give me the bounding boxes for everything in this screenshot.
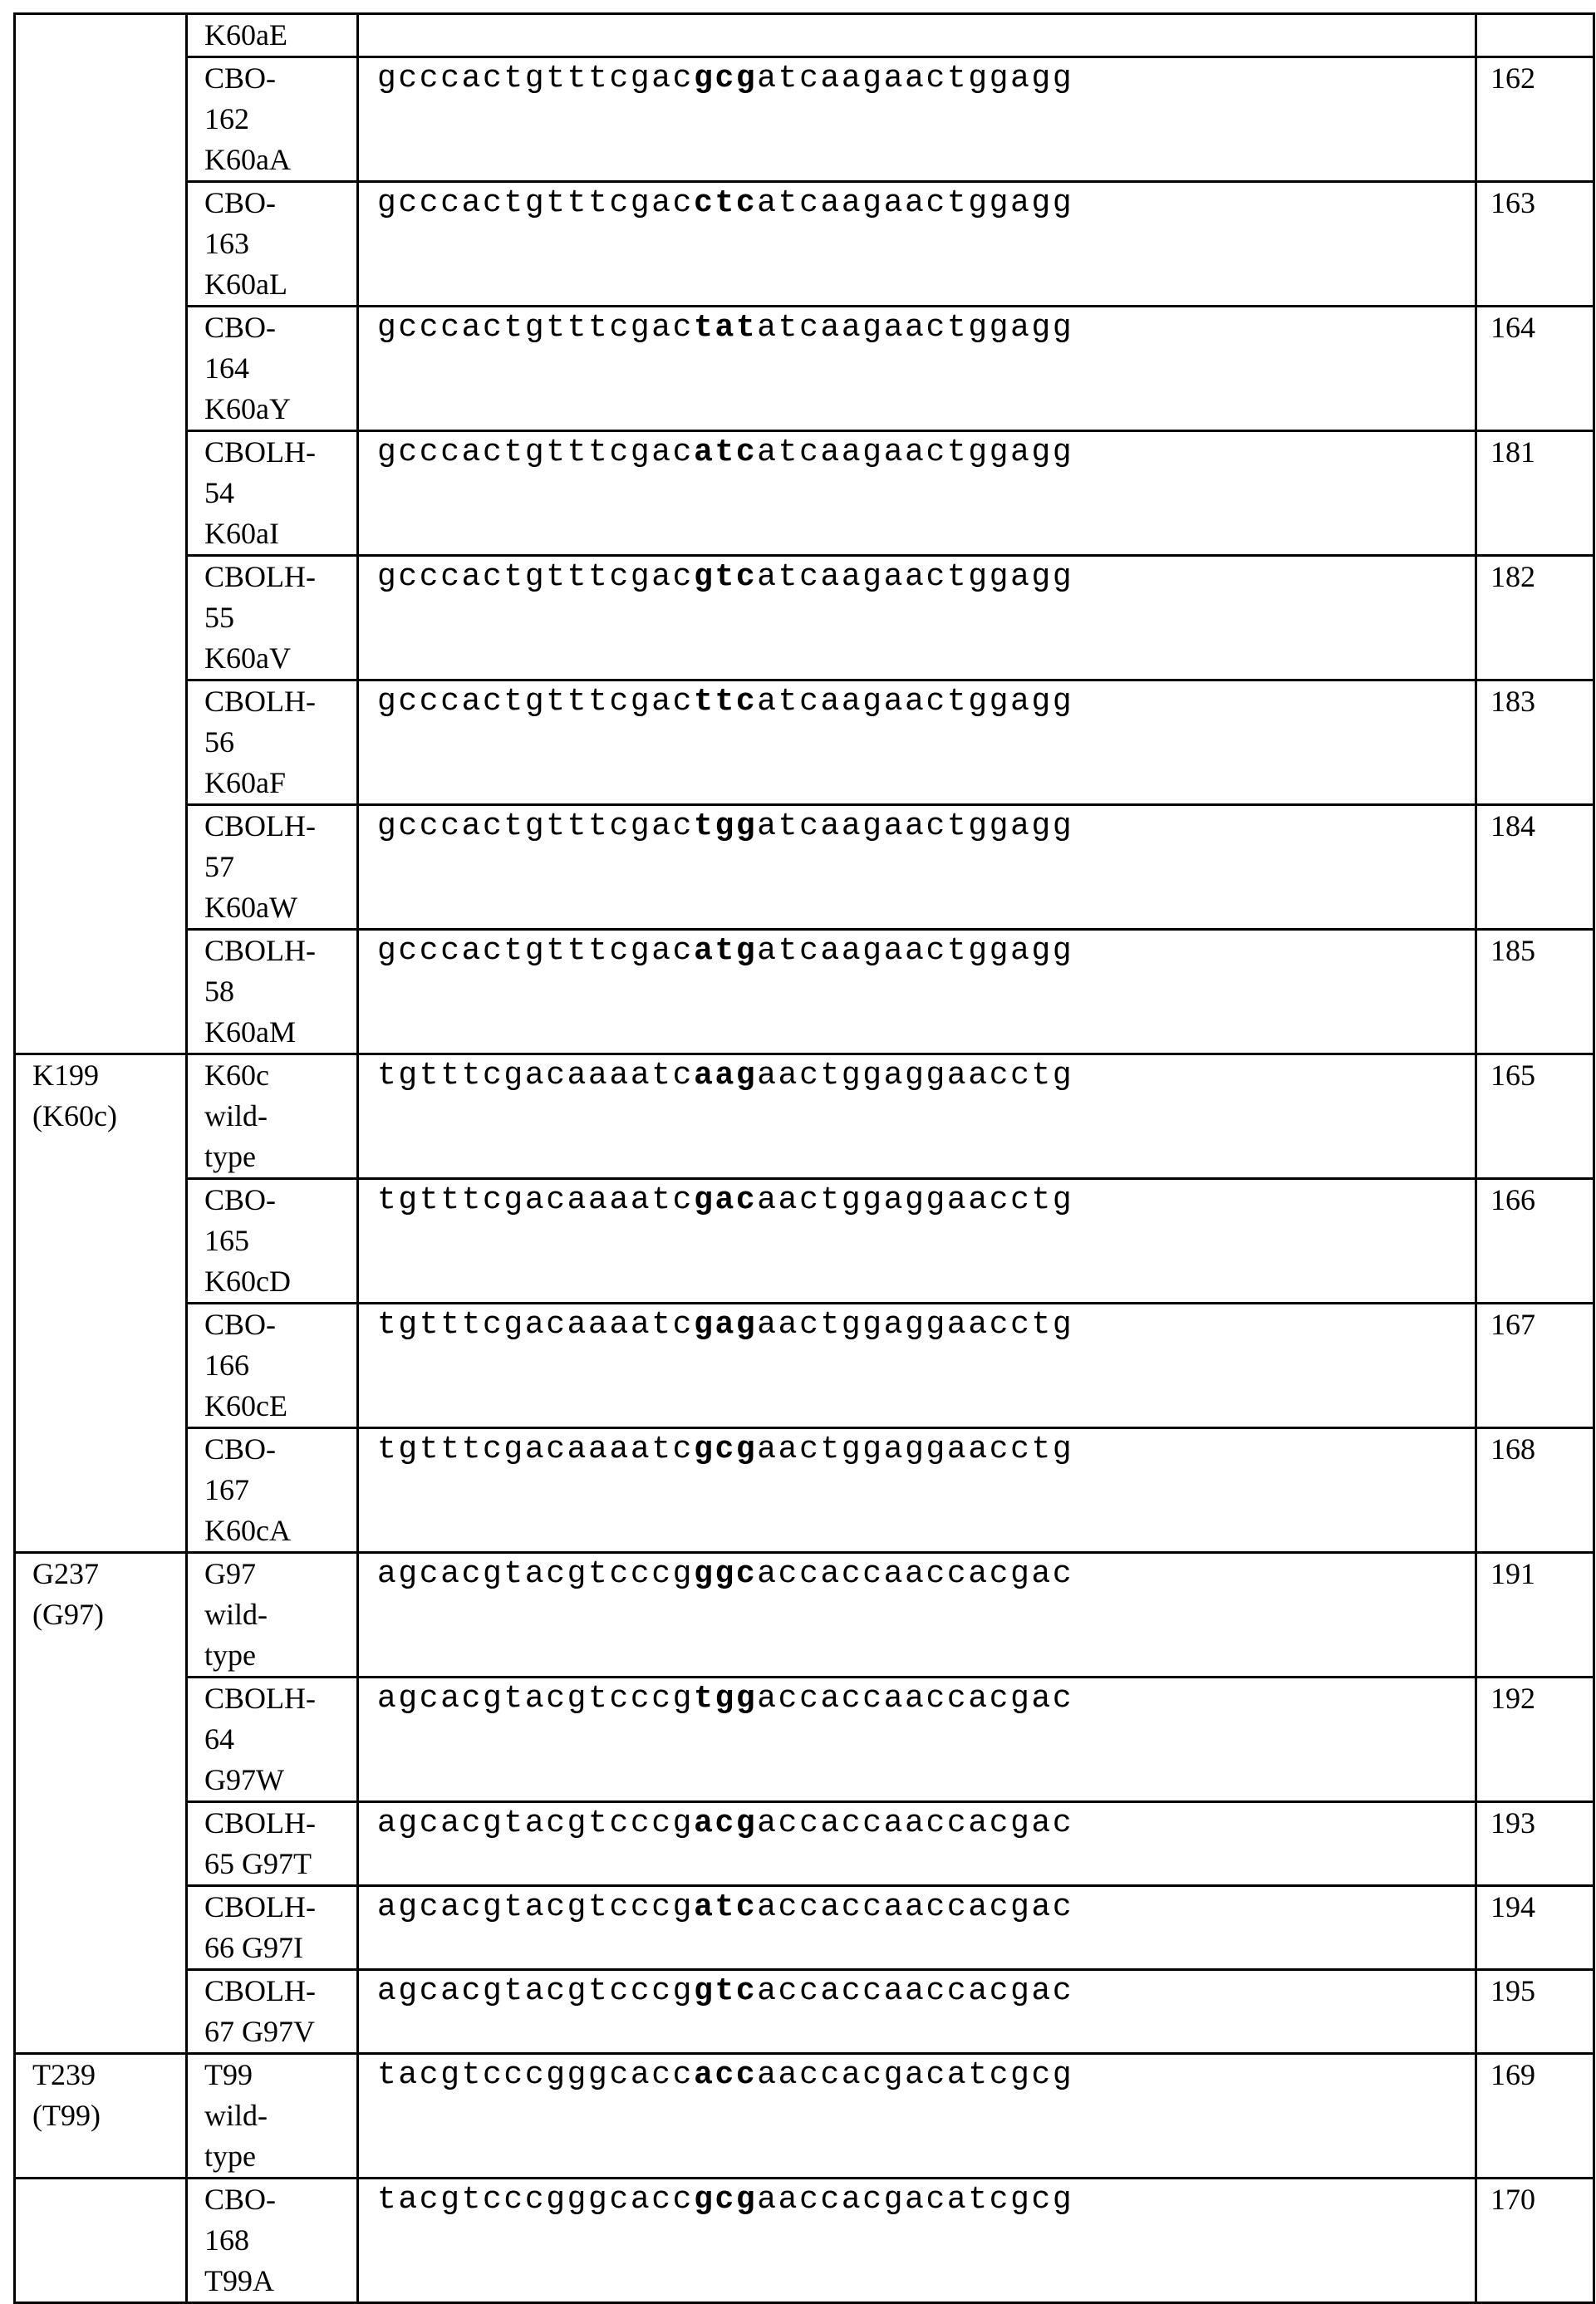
sequence-suffix: accaccaaccacgac <box>757 1681 1073 1717</box>
table-row <box>15 1553 1594 1678</box>
sequence-prefix: gcccactgtttcgac <box>377 808 694 844</box>
sequence-prefix: agcacgtacgtcccg <box>377 1973 694 2009</box>
seq-id-number: 183 <box>1490 685 1535 718</box>
residue-group-cell <box>15 1802 187 1886</box>
mutated-codon: acc <box>694 2057 757 2093</box>
seq-id-cell <box>1476 431 1594 556</box>
table-row <box>15 1179 1594 1304</box>
primer-label-line: CBOLH- <box>204 1678 356 1719</box>
table-row <box>15 1802 1594 1886</box>
sequence-suffix: aactggaggaacctg <box>757 1058 1073 1093</box>
primer-label-line: 65 G97T <box>204 1844 356 1884</box>
residue-label-line: T239 <box>32 2055 185 2095</box>
primer-label-cell <box>187 805 358 930</box>
seq-id-cell <box>1476 2179 1594 2303</box>
primer-label-line: 58 <box>204 971 356 1012</box>
seq-id-number: 185 <box>1490 934 1535 967</box>
sequence-suffix: aaccacgacatcgcg <box>757 2057 1073 2093</box>
residue-group-cell <box>15 1428 187 1553</box>
sequence-cell <box>358 1304 1476 1428</box>
residue-label-line: G237 <box>32 1554 185 1594</box>
primer-label-line: K60aE <box>204 15 356 56</box>
sequence-cell <box>358 307 1476 431</box>
residue-group-cell <box>15 2179 187 2303</box>
seq-id-cell <box>1476 1886 1594 1970</box>
sequence-suffix: atcaagaactggagg <box>757 310 1073 346</box>
primer-label-cell <box>187 307 358 431</box>
primer-label-line: 162 <box>204 99 356 140</box>
primer-label-line: G97 <box>204 1554 356 1594</box>
primer-label-line: K60aF <box>204 763 356 803</box>
mutated-codon: gtc <box>694 1973 757 2009</box>
sequence-cell <box>358 182 1476 307</box>
primer-label-cell <box>187 556 358 680</box>
sequence-suffix: accaccaaccacgac <box>757 1973 1073 2009</box>
primer-label-line: K60cE <box>204 1386 356 1427</box>
sequence-prefix: tgtttcgacaaaatc <box>377 1307 694 1343</box>
primer-label-line: type <box>204 1635 356 1676</box>
primer-label-cell <box>187 1970 358 2054</box>
mutation-sequence-table <box>13 12 1595 2304</box>
primer-label-line: T99 <box>204 2055 356 2095</box>
sequence-prefix: gcccactgtttcgac <box>377 435 694 470</box>
primer-label-line: CBO- <box>204 183 356 224</box>
sequence-suffix: aactggaggaacctg <box>757 1307 1073 1343</box>
sequence-cell <box>358 2179 1476 2303</box>
table-row <box>15 57 1594 182</box>
primer-label-line: CBOLH- <box>204 1803 356 1844</box>
seq-id-cell <box>1476 805 1594 930</box>
primer-label-cell <box>187 1054 358 1179</box>
primer-label-line: wild- <box>204 1096 356 1137</box>
primer-label-line: G97W <box>204 1760 356 1800</box>
sequence-prefix: tgtttcgacaaaatc <box>377 1182 694 1218</box>
primer-label-line: CBOLH- <box>204 681 356 722</box>
table-row <box>15 1970 1594 2054</box>
sequence-cell <box>358 1886 1476 1970</box>
sequence-suffix: accaccaaccacgac <box>757 1805 1073 1841</box>
table-row <box>15 930 1594 1054</box>
sequence-cell <box>358 14 1476 57</box>
table-row <box>15 805 1594 930</box>
primer-label-line: CBOLH- <box>204 432 356 473</box>
mutated-codon: atg <box>694 933 757 969</box>
mutated-codon: ggc <box>694 1556 757 1592</box>
mutated-codon: tat <box>694 310 757 346</box>
primer-label-line: CBOLH- <box>204 1887 356 1928</box>
primer-label-line: K60aW <box>204 887 356 928</box>
primer-label-line: K60aI <box>204 513 356 554</box>
mutated-codon: ttc <box>694 684 757 720</box>
primer-label-line: K60aA <box>204 140 356 180</box>
residue-group-cell <box>15 1054 187 1179</box>
primer-label-line: 164 <box>204 348 356 389</box>
residue-group-cell <box>15 930 187 1054</box>
primer-label-line: K60cA <box>204 1511 356 1551</box>
mutated-codon: gcg <box>694 1432 757 1467</box>
seq-id-number: 168 <box>1490 1432 1535 1466</box>
mutated-codon: gag <box>694 1307 757 1343</box>
sequence-suffix: atcaagaactggagg <box>757 435 1073 470</box>
mutated-codon: acg <box>694 1805 757 1841</box>
primer-label-line: K60cD <box>204 1261 356 1302</box>
sequence-cell <box>358 2054 1476 2179</box>
sequence-suffix: aaccacgacatcgcg <box>757 2182 1073 2218</box>
seq-id-cell <box>1476 1970 1594 2054</box>
sequence-prefix: agcacgtacgtcccg <box>377 1889 694 1925</box>
primer-label-cell <box>187 680 358 805</box>
primer-label-line: 56 <box>204 722 356 763</box>
seq-id-cell <box>1476 1553 1594 1678</box>
mutated-codon: gcg <box>694 2182 757 2218</box>
sequence-prefix: tgtttcgacaaaatc <box>377 1058 694 1093</box>
primer-label-line: CBOLH- <box>204 557 356 597</box>
primer-label-line: K60aV <box>204 638 356 679</box>
table-row <box>15 556 1594 680</box>
sequence-prefix: gcccactgtttcgac <box>377 933 694 969</box>
seq-id-cell <box>1476 1678 1594 1802</box>
residue-label-line: (T99) <box>32 2095 185 2136</box>
residue-group-cell <box>15 182 187 307</box>
sequence-prefix: gcccactgtttcgac <box>377 684 694 720</box>
seq-id-number: 194 <box>1490 1890 1535 1923</box>
primer-label-line: type <box>204 1137 356 1177</box>
sequence-prefix: tgtttcgacaaaatc <box>377 1432 694 1467</box>
seq-id-number: 169 <box>1490 2058 1535 2091</box>
seq-id-cell <box>1476 1054 1594 1179</box>
seq-id-number: 163 <box>1490 186 1535 219</box>
table-row <box>15 182 1594 307</box>
table-row <box>15 680 1594 805</box>
primer-label-line: type <box>204 2136 356 2177</box>
primer-label-line: K60aL <box>204 264 356 305</box>
primer-label-cell <box>187 2179 358 2303</box>
primer-label-cell <box>187 1802 358 1886</box>
seq-id-number: 191 <box>1490 1557 1535 1590</box>
sequence-cell <box>358 1678 1476 1802</box>
sequence-suffix: atcaagaactggagg <box>757 185 1073 221</box>
primer-label-cell <box>187 1553 358 1678</box>
sequence-cell <box>358 1970 1476 2054</box>
primer-label-line: 67 G97V <box>204 2012 356 2052</box>
primer-label-cell <box>187 930 358 1054</box>
residue-group-cell <box>15 1970 187 2054</box>
primer-label-line: CBO- <box>204 2179 356 2220</box>
seq-id-number: 195 <box>1490 1974 1535 2007</box>
seq-id-number: 181 <box>1490 435 1535 469</box>
residue-group-cell <box>15 14 187 57</box>
sequence-prefix: gcccactgtttcgac <box>377 61 694 96</box>
seq-id-cell <box>1476 1304 1594 1428</box>
seq-id-cell <box>1476 680 1594 805</box>
sequence-prefix: gcccactgtttcgac <box>377 185 694 221</box>
sequence-cell <box>358 680 1476 805</box>
primer-label-cell <box>187 431 358 556</box>
primer-label-line: 165 <box>204 1221 356 1261</box>
seq-id-cell <box>1476 1428 1594 1553</box>
primer-label-line: 166 <box>204 1345 356 1386</box>
mutated-codon: ctc <box>694 185 757 221</box>
primer-label-cell <box>187 2054 358 2179</box>
residue-group-cell <box>15 1886 187 1970</box>
seq-id-number: 193 <box>1490 1806 1535 1840</box>
mutated-codon: tgg <box>694 1681 757 1717</box>
seq-id-cell <box>1476 930 1594 1054</box>
primer-label-cell <box>187 1678 358 1802</box>
mutated-codon: gcg <box>694 61 757 96</box>
primer-label-line: 168 <box>204 2220 356 2261</box>
primer-label-line: T99A <box>204 2261 356 2302</box>
sequence-prefix: tacgtcccgggcacc <box>377 2182 694 2218</box>
residue-group-cell <box>15 2054 187 2179</box>
seq-id-cell <box>1476 14 1594 57</box>
residue-label-line: (K60c) <box>32 1096 185 1137</box>
seq-id-number: 165 <box>1490 1059 1535 1092</box>
table-row <box>15 1678 1594 1802</box>
seq-id-number: 184 <box>1490 809 1535 843</box>
sequence-suffix: atcaagaactggagg <box>757 933 1073 969</box>
seq-id-cell <box>1476 556 1594 680</box>
seq-id-cell <box>1476 1802 1594 1886</box>
mutated-codon: gac <box>694 1182 757 1218</box>
primer-label-line: CBO- <box>204 307 356 348</box>
residue-group-cell <box>15 1678 187 1802</box>
sequence-suffix: atcaagaactggagg <box>757 61 1073 96</box>
sequence-cell <box>358 930 1476 1054</box>
seq-id-cell <box>1476 307 1594 431</box>
sequence-cell <box>358 1179 1476 1304</box>
primer-label-cell <box>187 1428 358 1553</box>
mutated-codon: atc <box>694 1889 757 1925</box>
sequence-suffix: atcaagaactggagg <box>757 808 1073 844</box>
primer-label-line: CBO- <box>204 58 356 99</box>
sequence-prefix: agcacgtacgtcccg <box>377 1805 694 1841</box>
seq-id-number: 170 <box>1490 2183 1535 2216</box>
seq-id-number: 182 <box>1490 560 1535 593</box>
primer-label-cell <box>187 1886 358 1970</box>
primer-label-line: CBO- <box>204 1304 356 1345</box>
seq-id-number: 192 <box>1490 1682 1535 1715</box>
primer-label-line: 66 G97I <box>204 1928 356 1968</box>
primer-label-line: 167 <box>204 1470 356 1511</box>
sequence-suffix: aactggaggaacctg <box>757 1432 1073 1467</box>
primer-label-line: K60aY <box>204 389 356 430</box>
table-row <box>15 431 1594 556</box>
primer-label-line: wild- <box>204 1594 356 1635</box>
primer-label-line: K60c <box>204 1055 356 1096</box>
residue-label-line: K199 <box>32 1055 185 1096</box>
table-row <box>15 14 1594 57</box>
table-row <box>15 1428 1594 1553</box>
mutated-codon: tgg <box>694 808 757 844</box>
residue-group-cell <box>15 307 187 431</box>
table-row <box>15 2179 1594 2303</box>
sequence-suffix: accaccaaccacgac <box>757 1556 1073 1592</box>
primer-label-line: K60aM <box>204 1012 356 1053</box>
primer-label-cell <box>187 14 358 57</box>
primer-label-line: CBO- <box>204 1429 356 1470</box>
residue-group-cell <box>15 556 187 680</box>
sequence-prefix: agcacgtacgtcccg <box>377 1556 694 1592</box>
sequence-cell <box>358 1428 1476 1553</box>
sequence-prefix: tacgtcccgggcacc <box>377 2057 694 2093</box>
primer-label-cell <box>187 1179 358 1304</box>
seq-id-number: 162 <box>1490 61 1535 95</box>
sequence-prefix: agcacgtacgtcccg <box>377 1681 694 1717</box>
primer-label-line: 57 <box>204 847 356 887</box>
sequence-cell <box>358 1802 1476 1886</box>
table-row <box>15 2054 1594 2179</box>
sequence-cell <box>358 1553 1476 1678</box>
primer-label-cell <box>187 1304 358 1428</box>
table-row <box>15 1886 1594 1970</box>
primer-label-cell <box>187 57 358 182</box>
sequence-suffix: atcaagaactggagg <box>757 559 1073 595</box>
residue-group-cell <box>15 680 187 805</box>
primer-label-line: CBOLH- <box>204 1971 356 2012</box>
primer-label-line: 55 <box>204 597 356 638</box>
seq-id-number: 167 <box>1490 1308 1535 1341</box>
sequence-cell <box>358 1054 1476 1179</box>
residue-label-line: (G97) <box>32 1594 185 1635</box>
mutated-codon: atc <box>694 435 757 470</box>
mutated-codon: aag <box>694 1058 757 1093</box>
sequence-prefix: gcccactgtttcgac <box>377 559 694 595</box>
primer-label-line: CBOLH- <box>204 931 356 971</box>
sequence-cell <box>358 556 1476 680</box>
residue-group-cell <box>15 431 187 556</box>
primer-label-line: CBO- <box>204 1180 356 1221</box>
residue-group-cell <box>15 1304 187 1428</box>
sequence-suffix: accaccaaccacgac <box>757 1889 1073 1925</box>
primer-label-line: 163 <box>204 224 356 264</box>
sequence-cell <box>358 805 1476 930</box>
table-row <box>15 1054 1594 1179</box>
primer-label-cell <box>187 182 358 307</box>
primer-label-line: 64 <box>204 1719 356 1760</box>
table-row <box>15 307 1594 431</box>
table-row <box>15 1304 1594 1428</box>
seq-id-cell <box>1476 2054 1594 2179</box>
residue-group-cell <box>15 805 187 930</box>
residue-group-cell <box>15 1179 187 1304</box>
primer-label-line: CBOLH- <box>204 806 356 847</box>
seq-id-cell <box>1476 182 1594 307</box>
mutated-codon: gtc <box>694 559 757 595</box>
sequence-cell <box>358 57 1476 182</box>
primer-label-line: 54 <box>204 473 356 513</box>
seq-id-number: 164 <box>1490 311 1535 344</box>
seq-id-cell <box>1476 1179 1594 1304</box>
primer-label-line: wild- <box>204 2095 356 2136</box>
residue-group-cell <box>15 1553 187 1678</box>
seq-id-number: 166 <box>1490 1183 1535 1216</box>
sequence-suffix: atcaagaactggagg <box>757 684 1073 720</box>
seq-id-cell <box>1476 57 1594 182</box>
sequence-prefix: gcccactgtttcgac <box>377 310 694 346</box>
residue-group-cell <box>15 57 187 182</box>
sequence-cell <box>358 431 1476 556</box>
sequence-suffix: aactggaggaacctg <box>757 1182 1073 1218</box>
